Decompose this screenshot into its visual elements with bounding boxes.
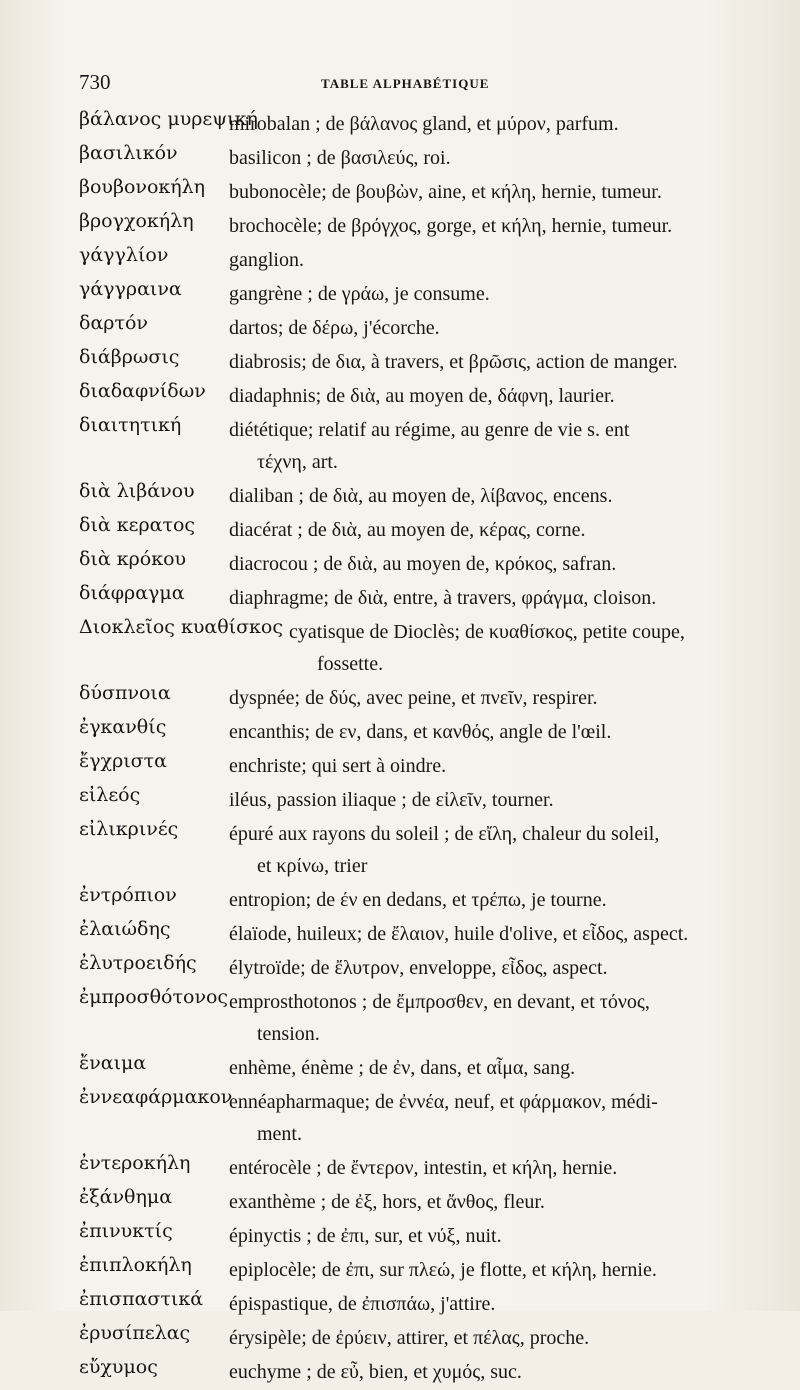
definition-continuation: tension.	[257, 1023, 320, 1045]
glossary-entry	[79, 346, 769, 380]
page-number: 730	[79, 70, 111, 94]
definition-text: cyatisque de Dioclès; de κυαθίσκος, petite coupe,	[289, 621, 685, 643]
definition	[229, 918, 759, 950]
definition-text: bubonocèle; de βουβὼν, aine, et κήλη, hernie, tumeur.	[229, 181, 662, 203]
glossary-entry	[79, 1254, 769, 1288]
definition	[229, 142, 759, 174]
definition-continuation: ment.	[257, 1123, 302, 1145]
definition	[229, 176, 759, 208]
greek-term: γάγγραινα	[79, 278, 182, 300]
greek-term: διαιτητική	[79, 414, 182, 436]
definition	[229, 1356, 759, 1388]
definition-continuation: fossette.	[317, 653, 384, 675]
glossary-entry	[79, 1220, 769, 1254]
glossary-entry	[79, 1086, 769, 1152]
greek-term: ἐπισπαστικά	[79, 1288, 204, 1310]
greek-term: γάγγλίον	[79, 244, 169, 266]
definition	[229, 682, 759, 714]
definition-continuation: et κρίνω, trier	[257, 855, 368, 877]
glossary-entry	[79, 414, 769, 480]
greek-term: διαδαφνίδων	[79, 380, 206, 402]
greek-term: διὰ λιβάνου	[79, 480, 195, 502]
definition	[229, 1254, 759, 1286]
definition-text: exanthème ; de ἐξ, hors, et ἄνθος, fleur.	[229, 1191, 545, 1213]
glossary-entry	[79, 682, 769, 716]
definition-text: ennéapharmaque; de ἐννέα, neuf, et φάρμακον, médi-	[229, 1091, 658, 1113]
greek-term: ἐμπροσθότονος	[79, 986, 229, 1008]
glossary-entry	[79, 380, 769, 414]
glossary-entry	[79, 952, 769, 986]
definition-text: diabrosis; de δια, à travers, et βρῶσις, action de manger.	[229, 351, 678, 373]
glossary-list	[79, 108, 769, 1390]
definition	[229, 1322, 759, 1354]
greek-term: ἐλαιώδης	[79, 918, 171, 940]
definition-text: diacérat ; de διὰ, au moyen de, κέρας, corne.	[229, 519, 586, 541]
greek-term: εἰλεός	[79, 784, 141, 806]
greek-term: διὰ κρόκου	[79, 548, 187, 570]
definition	[289, 616, 759, 680]
definition-text: ganglion.	[229, 249, 304, 271]
definition	[229, 346, 759, 378]
page-header	[79, 70, 759, 100]
definition-text: enchriste; qui sert à oindre.	[229, 755, 447, 777]
glossary-entry	[79, 716, 769, 750]
definition	[229, 480, 759, 512]
greek-term: ἐγκανθίς	[79, 716, 167, 738]
greek-term: διάφραγμα	[79, 582, 185, 604]
definition	[229, 750, 759, 782]
greek-term: ἐρυσίπελας	[79, 1322, 191, 1344]
glossary-entry	[79, 108, 769, 142]
definition-text: diététique; relatif au régime, au genre de vie s. ent	[229, 419, 630, 441]
definition-text: élytroïde; de ἔλυτρον, enveloppe, εἶδος, aspect.	[229, 957, 608, 979]
greek-term: βάλανος μυρεψική	[79, 108, 258, 130]
greek-term: βρογχοκήλη	[79, 210, 194, 232]
definition-text: emprosthotonos ; de ἔμπροσθεν, en devant, et τόνος,	[229, 991, 650, 1013]
glossary-entry	[79, 1152, 769, 1186]
definition	[229, 244, 759, 276]
definition	[229, 380, 759, 412]
definition	[229, 514, 759, 546]
definition	[229, 312, 759, 344]
definition-text: entropion; de έν en dedans, et τρέπω, je tourne.	[229, 889, 607, 911]
definition	[229, 1220, 759, 1252]
glossary-entry	[79, 548, 769, 582]
glossary-entry	[79, 784, 769, 818]
glossary-entry	[79, 1186, 769, 1220]
definition-text: épinyctis ; de ἐπι, sur, et νύξ, nuit.	[229, 1225, 502, 1247]
glossary-entry	[79, 480, 769, 514]
definition-continuation: τέχνη, art.	[257, 451, 338, 473]
definition	[229, 1186, 759, 1218]
definition	[229, 986, 759, 1050]
definition-text: épispastique, de ἐπισπάω, j'attire.	[229, 1293, 496, 1315]
greek-term: εὔχυμος	[79, 1356, 158, 1378]
definition	[229, 210, 759, 242]
definition-text: érysipèle; de ἐρύειν, attirer, et πέλας, proche.	[229, 1327, 590, 1349]
definition-text: diaphragme; de διὰ, entre, à travers, φράγμα, cloison.	[229, 587, 657, 609]
glossary-entry	[79, 312, 769, 346]
greek-term: ἐξάνθημα	[79, 1186, 173, 1208]
greek-term: δύσπνοια	[79, 682, 171, 704]
glossary-entry	[79, 142, 769, 176]
glossary-entry	[79, 244, 769, 278]
glossary-entry	[79, 750, 769, 784]
definition	[229, 784, 759, 816]
greek-term: ἐντεροκήλη	[79, 1152, 191, 1174]
definition-text: dartos; de δέρω, j'écorche.	[229, 317, 440, 339]
definition	[229, 108, 759, 140]
definition-text: mirobalan ; de βάλανος gland, et μύρον, parfum.	[229, 113, 619, 135]
definition-text: enhème, énème ; de ἐν, dans, et αἷμα, sang.	[229, 1057, 576, 1079]
definition	[229, 1052, 759, 1084]
definition-text: encanthis; de εν, dans, et κανθός, angle de l'œil.	[229, 721, 612, 743]
definition	[229, 548, 759, 580]
definition-text: dialiban ; de διὰ, au moyen de, λίβανος, encens.	[229, 485, 613, 507]
definition-text: épuré aux rayons du soleil ; de εἴλη, chaleur du soleil,	[229, 823, 660, 845]
greek-term: ἐπινυκτίς	[79, 1220, 173, 1242]
definition-text: euchyme ; de εὖ, bien, et χυμός, suc.	[229, 1361, 522, 1383]
glossary-entry	[79, 514, 769, 548]
glossary-entry	[79, 582, 769, 616]
glossary-entry	[79, 616, 769, 682]
definition-text: diacrocou ; de διὰ, au moyen de, κρόκος, safran.	[229, 553, 617, 575]
glossary-entry	[79, 176, 769, 210]
glossary-entry	[79, 986, 769, 1052]
glossary-entry	[79, 1356, 769, 1390]
running-title: TABLE ALPHABÉTIQUE	[321, 76, 490, 91]
greek-term: ἔγχριστα	[79, 750, 167, 772]
definition	[229, 1152, 759, 1184]
greek-term: ἐπιπλοκήλη	[79, 1254, 192, 1276]
definition	[229, 278, 759, 310]
greek-term: διάβρωσις	[79, 346, 180, 368]
greek-term: βασιλικόν	[79, 142, 178, 164]
greek-term: δαρτόν	[79, 312, 148, 334]
definition-text: diadaphnis; de διὰ, au moyen de, δάφνη, laurier.	[229, 385, 615, 407]
definition	[229, 1086, 759, 1150]
definition	[229, 952, 759, 984]
definition	[229, 414, 759, 478]
definition	[229, 716, 759, 748]
definition	[229, 884, 759, 916]
greek-term: εἰλικρινές	[79, 818, 179, 840]
definition-text: epiplocèle; de ἐπι, sur πλεώ, je flotte, et κήλη, hernie.	[229, 1259, 657, 1281]
definition-text: gangrène ; de γράω, je consume.	[229, 283, 490, 305]
glossary-entry	[79, 210, 769, 244]
greek-term: ἐλυτροειδής	[79, 952, 197, 974]
definition	[229, 1288, 759, 1320]
definition-text: élaïode, huileux; de ἔλαιον, huile d'olive, et εἶδος, aspect.	[229, 923, 689, 945]
greek-term: ἐντρόπιον	[79, 884, 177, 906]
definition-text: iléus, passion iliaque ; de εἰλεῖν, tourner.	[229, 789, 554, 811]
greek-term: βουβονοκήλη	[79, 176, 206, 198]
glossary-entry	[79, 1052, 769, 1086]
glossary-entry	[79, 818, 769, 884]
glossary-entry	[79, 884, 769, 918]
definition-text: brochocèle; de βρόγχος, gorge, et κήλη, hernie, tumeur.	[229, 215, 673, 237]
definition-text: dyspnée; de δύς, avec peine, et πνεῖν, respirer.	[229, 687, 598, 709]
glossary-entry	[79, 918, 769, 952]
glossary-entry	[79, 278, 769, 312]
definition-text: entérocèle ; de ἔντερον, intestin, et κήλη, hernie.	[229, 1157, 618, 1179]
greek-term: ἐννεαφάρμακον	[79, 1086, 233, 1108]
glossary-entry	[79, 1322, 769, 1356]
glossary-entry	[79, 1288, 769, 1322]
greek-term: διὰ κερατος	[79, 514, 196, 536]
definition-text: basilicon ; de βασιλεύς, roi.	[229, 147, 451, 169]
greek-term: Διοκλεῖος κυαθίσκος	[79, 616, 284, 638]
definition	[229, 582, 759, 614]
greek-term: ἔναιμα	[79, 1052, 147, 1074]
definition	[229, 818, 759, 882]
